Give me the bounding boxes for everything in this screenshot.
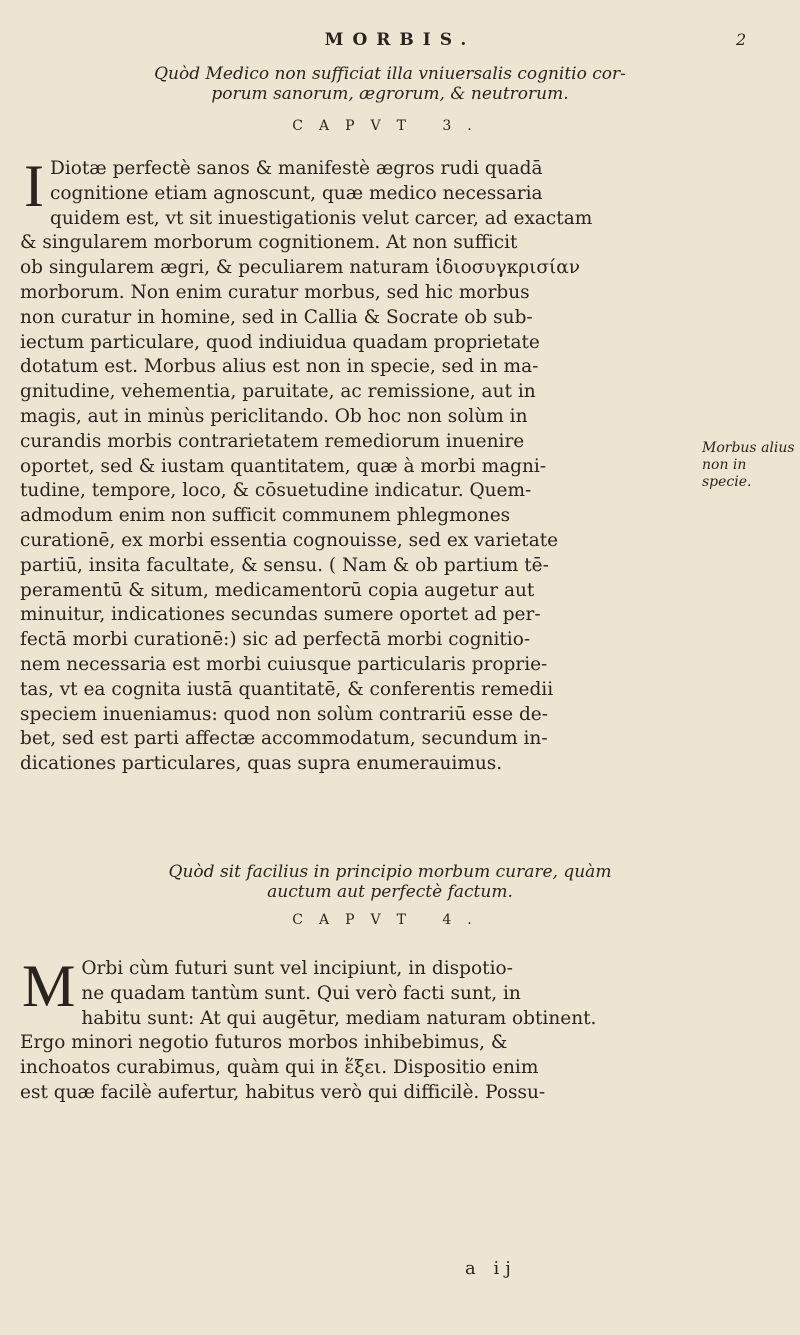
text-line: oportet, sed & iustam quantitatem, quæ à morbi magni- bbox=[20, 455, 547, 477]
text-line: peramentū & situm, medicamentorū copia augetur aut bbox=[20, 579, 535, 601]
text-line: iectum particulare, quod indiuidua quadam proprietate bbox=[20, 331, 540, 353]
text-line: speciem inueniamus: quod non solùm contrariū esse de- bbox=[20, 703, 548, 725]
text-line: tudine, tempore, loco, & cōsuetudine indicatur. Quem- bbox=[20, 480, 532, 502]
text-line: curandis morbis contrarietatem remediorum inuenire bbox=[20, 430, 525, 452]
chapter-4-title-line: Quòd sit facilius in principio morbum curare, quàm bbox=[168, 862, 612, 882]
text-line: inchoatos curabimus, quàm qui in ἕξει. Dispositio enim bbox=[20, 1057, 539, 1079]
chapter-3-heading: CAPVT 3. bbox=[292, 118, 488, 134]
chapter-3-initial: I bbox=[24, 153, 44, 219]
chapter-4-initial: M bbox=[22, 953, 76, 1019]
text-line: fectā morbi curationē:) sic ad perfectā morbi cognitio- bbox=[20, 629, 531, 651]
text-line: quidem est, vt sit inuestigationis velut carcer, ad exactam bbox=[49, 207, 593, 229]
chapter-3-title-line: Quòd Medico non sufficiat illa vniuersalis cognitio cor- bbox=[154, 64, 626, 84]
text-line: minuitur, indicationes secundas sumere oportet ad per- bbox=[20, 604, 541, 626]
text-line: admodum enim non sufficit communem phlegmones bbox=[20, 505, 511, 527]
text-line: bet, sed est parti affectæ accommodatum, secundum in- bbox=[20, 728, 548, 750]
text-line: Orbi cùm futuri sunt vel incipiunt, in dispotio- bbox=[81, 958, 513, 979]
text-line: gnitudine, vehementia, paruitate, ac remissione, aut in bbox=[20, 381, 536, 403]
text-line: habitu sunt: At qui augētur, mediam naturam obtinent. bbox=[81, 1007, 597, 1029]
running-head: MORBIS. bbox=[324, 30, 476, 50]
text-line: Diotæ perfectè sanos & manifestè ægros rudi quadā bbox=[49, 158, 543, 179]
chapter-3-title bbox=[60, 64, 720, 104]
chapter-4-heading: CAPVT 4. bbox=[292, 912, 488, 928]
text-line: non curatur in homine, sed in Callia & Socrate ob sub- bbox=[20, 306, 533, 328]
chapter-4-title-line: auctum aut perfectè factum. bbox=[267, 882, 513, 902]
text-line: dotatum est. Morbus alius est non in specie, sed in ma- bbox=[20, 356, 539, 378]
text-line: nem necessaria est morbi cuiusque particularis proprie- bbox=[20, 653, 548, 675]
text-line: Ergo minori negotio futuros morbos inhibebimus, & bbox=[20, 1032, 508, 1054]
chapter-4-title bbox=[60, 862, 720, 902]
chapter-3-body bbox=[20, 153, 670, 777]
text-line: cognitione etiam agnoscunt, quæ medico necessaria bbox=[49, 182, 543, 204]
folio-number: 2 bbox=[736, 30, 747, 49]
marginal-note-line: Morbus alius bbox=[702, 440, 795, 456]
text-line: curationē, ex morbi essentia cognouisse, sed ex varietate bbox=[20, 529, 559, 551]
text-line: ob singularem ægri, & peculiarem naturam ἰδιοσυγκρισίαν bbox=[20, 257, 580, 279]
chapter-3-title-line: porum sanorum, ægrorum, & neutrorum. bbox=[211, 84, 569, 104]
text-line: magis, aut in minùs periclitando. Ob hoc non solùm in bbox=[20, 405, 528, 427]
text-line: partiū, insita facultate, & sensu. ( Nam & ob partium tē- bbox=[20, 554, 549, 576]
signature-mark: a ij bbox=[465, 1258, 517, 1279]
text-line: tas, vt ea cognita iustā quantitatē, & conferentis remedii bbox=[20, 678, 554, 700]
chapter-4-body bbox=[20, 953, 670, 1106]
text-line: ne quadam tantùm sunt. Qui verò facti sunt, in bbox=[81, 982, 521, 1004]
text-line: & singularem morborum cognitionem. At non sufficit bbox=[20, 232, 518, 254]
text-line: est quæ facilè aufertur, habitus verò qui difficilè. Possu- bbox=[20, 1081, 546, 1103]
text-line: morborum. Non enim curatur morbus, sed hic morbus bbox=[20, 281, 530, 303]
marginal-note-line: non in specie. bbox=[702, 457, 752, 490]
text-line: dicationes particulares, quas supra enumerauimus. bbox=[20, 753, 503, 775]
marginal-note bbox=[702, 440, 798, 491]
